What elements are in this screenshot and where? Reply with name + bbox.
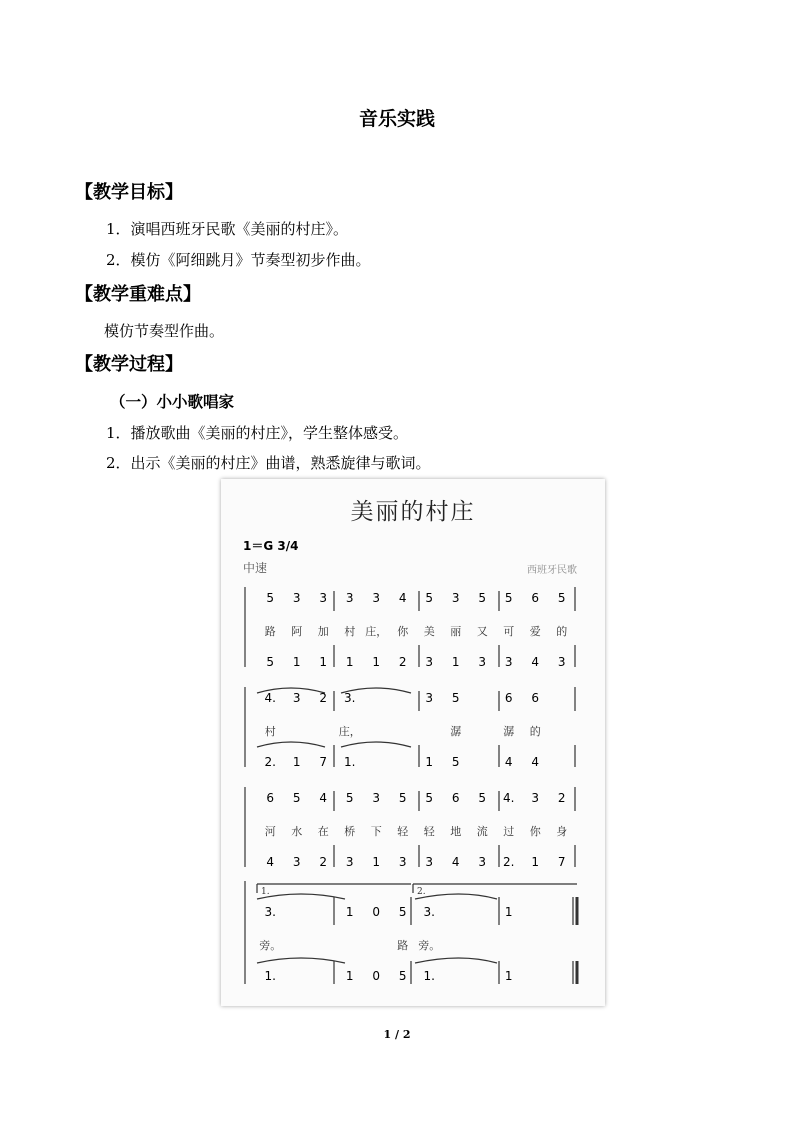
note: [522, 969, 549, 983]
lyric-char: 丽: [450, 625, 462, 638]
note: 3: [345, 855, 354, 869]
lyric-char: 在: [317, 825, 329, 838]
note: [469, 691, 496, 705]
note: 3: [372, 791, 381, 805]
lyric-char: [284, 937, 311, 953]
process-item-1: 1．播放歌曲《美丽的村庄》，学生整体感受。: [106, 424, 409, 442]
note: 3: [478, 655, 487, 669]
note: 6: [531, 591, 540, 605]
score-system-3-lyrics: [257, 823, 575, 839]
note: 3: [292, 855, 301, 869]
lyric-char: 河: [264, 825, 276, 838]
note: 6: [451, 791, 460, 805]
note: 1: [319, 655, 328, 669]
note: [390, 691, 417, 705]
note: [522, 905, 549, 919]
lyric-char: 庄，: [365, 625, 388, 638]
note: 5: [425, 591, 434, 605]
note: 6: [531, 691, 540, 705]
note: 5: [451, 755, 460, 769]
note: 1: [372, 855, 381, 869]
score-title: 美丽的村庄: [350, 499, 476, 525]
note: [310, 969, 337, 983]
note: 2.: [264, 755, 276, 769]
lyric-char: 村: [344, 625, 356, 638]
note: 4: [266, 855, 275, 869]
score-system-3-lower-notes: [257, 855, 575, 869]
note: 4: [504, 755, 513, 769]
lyric-char: 旁。: [418, 939, 441, 952]
score-tempo: 中速: [243, 561, 268, 575]
page-number: 1 / 2: [383, 1028, 411, 1041]
lyric-char: [522, 937, 549, 953]
note: 2: [398, 655, 407, 669]
note: 4: [398, 591, 407, 605]
note: 1: [504, 905, 513, 919]
note: 6: [504, 691, 513, 705]
score-staff-lines: [221, 479, 605, 1006]
score-system-2-upper-notes: [257, 691, 575, 705]
note: 2: [319, 691, 328, 705]
note: 3: [557, 655, 566, 669]
keypoints-heading: 【教学重难点】: [75, 284, 201, 305]
lyric-char: 阿: [291, 625, 303, 638]
lyric-char: [310, 723, 337, 739]
note: 1: [345, 969, 354, 983]
note: 1: [345, 905, 354, 919]
lyric-char: 你: [397, 625, 409, 638]
lyric-char: 路: [264, 625, 276, 638]
note: 5: [345, 791, 354, 805]
score-system-1-upper-notes: [257, 591, 575, 605]
lyric-char: [469, 723, 496, 739]
note: 5: [398, 905, 407, 919]
note: 1.: [423, 969, 435, 983]
note: 4: [451, 855, 460, 869]
lyric-char: 潺: [450, 725, 462, 738]
note: 3.: [264, 905, 276, 919]
note: 3: [372, 591, 381, 605]
note: 5: [478, 791, 487, 805]
note: 4: [319, 791, 328, 805]
score-system-4-upper-notes: [257, 905, 575, 919]
note: 4.: [264, 691, 276, 705]
process-heading: 【教学过程】: [75, 354, 183, 375]
note: [390, 755, 417, 769]
lyric-char: 水: [291, 825, 303, 838]
note: 2: [557, 791, 566, 805]
note: [469, 969, 496, 983]
note: 1: [292, 655, 301, 669]
note: 3: [292, 691, 301, 705]
note: 1.: [344, 755, 356, 769]
note: 3: [425, 691, 434, 705]
lyric-char: [549, 723, 576, 739]
score-system-4-lyrics: [257, 937, 575, 953]
volta-2: 2.: [417, 887, 426, 897]
lyric-char: [496, 937, 523, 953]
note: 3.: [344, 691, 356, 705]
note: 3: [425, 655, 434, 669]
lyric-char: [284, 723, 311, 739]
note: 3: [398, 855, 407, 869]
lyric-char: 路: [397, 939, 409, 952]
note: 7: [319, 755, 328, 769]
note: 5: [398, 969, 407, 983]
note: 5: [398, 791, 407, 805]
lyric-char: 过: [503, 825, 515, 838]
score-system-2-lower-notes: [257, 755, 575, 769]
goals-heading: 【教学目标】: [75, 182, 183, 203]
lyric-char: [363, 937, 390, 953]
note: [549, 969, 576, 983]
lyric-char: 桥: [344, 825, 356, 838]
lyric-char: 的: [556, 625, 568, 638]
lyric-char: 轻: [397, 825, 409, 838]
note: 3: [531, 791, 540, 805]
lyric-char: 爱: [529, 625, 541, 638]
note: [469, 755, 496, 769]
note: 5: [504, 591, 513, 605]
note: 4: [531, 655, 540, 669]
note: 4: [531, 755, 540, 769]
lyric-char: 地: [450, 825, 462, 838]
note: 5: [451, 691, 460, 705]
lyric-char: 下: [370, 825, 382, 838]
note: 3: [478, 855, 487, 869]
lyric-char: [310, 937, 337, 953]
lyric-char: 又: [476, 625, 488, 638]
lyric-char: 潺: [503, 725, 515, 738]
note: [284, 969, 311, 983]
process-item-2: 2．出示《美丽的村庄》曲谱，熟悉旋律与歌词。: [106, 454, 431, 472]
note: 3: [451, 591, 460, 605]
score-system-1-lower-notes: [257, 655, 575, 669]
lyric-char: 轻: [423, 825, 435, 838]
lyric-char: 村: [264, 725, 276, 738]
note: 1: [372, 655, 381, 669]
note: [443, 969, 470, 983]
note: 1: [292, 755, 301, 769]
note: 3.: [423, 905, 435, 919]
note: 1: [531, 855, 540, 869]
note: 5: [557, 591, 566, 605]
note: [549, 691, 576, 705]
lyric-char: 你: [529, 825, 541, 838]
note: [363, 691, 390, 705]
score-origin: 西班牙民歌: [527, 565, 577, 576]
score-system-4-lower-notes: [257, 969, 575, 983]
lyric-char: 庄，: [338, 725, 361, 738]
lyric-char: 的: [529, 725, 541, 738]
note: 1.: [264, 969, 276, 983]
note: [469, 905, 496, 919]
process-subheading: （一）小小歌唱家: [110, 392, 235, 411]
note: 3: [292, 591, 301, 605]
keypoints-text: 模仿节奏型作曲。: [104, 322, 225, 340]
goal-item-1: 1．演唱西班牙民歌《美丽的村庄》。: [106, 220, 349, 238]
lyric-char: [416, 723, 443, 739]
note: 3: [425, 855, 434, 869]
lyric-char: 旁。: [259, 939, 282, 952]
score-system-2-lyrics: [257, 723, 575, 739]
note: 0: [372, 969, 381, 983]
note: 5: [266, 591, 275, 605]
volta-1: 1.: [261, 887, 270, 897]
score-key: 1＝G 3/4: [243, 539, 299, 553]
note: 2.: [503, 855, 515, 869]
note: 3: [319, 591, 328, 605]
note: 5: [425, 791, 434, 805]
note: [310, 905, 337, 919]
note: 1: [451, 655, 460, 669]
note: [443, 905, 470, 919]
note: 4.: [503, 791, 515, 805]
lyric-char: [390, 723, 417, 739]
score-image: [221, 479, 605, 1006]
lyric-char: [337, 937, 364, 953]
lyric-char: 流: [476, 825, 488, 838]
page-title: 音乐实践: [358, 108, 435, 130]
note: 0: [372, 905, 381, 919]
note: 1: [425, 755, 434, 769]
lyric-char: [443, 937, 470, 953]
note: 3: [504, 655, 513, 669]
lyric-char: [363, 723, 390, 739]
lyric-char: 加: [317, 625, 329, 638]
score-system-3-upper-notes: [257, 791, 575, 805]
note: [549, 905, 576, 919]
note: [363, 755, 390, 769]
lyric-char: 可: [503, 625, 515, 638]
lyric-char: [469, 937, 496, 953]
goal-item-2: 2．模仿《阿细跳月》节奏型初步作曲。: [106, 251, 371, 269]
note: 7: [557, 855, 566, 869]
note: [284, 905, 311, 919]
note: 5: [266, 655, 275, 669]
lyric-char: [549, 937, 576, 953]
lyric-char: 身: [556, 825, 568, 838]
lyric-char: 美: [423, 625, 435, 638]
note: 5: [292, 791, 301, 805]
note: [549, 755, 576, 769]
note: 2: [319, 855, 328, 869]
note: 6: [266, 791, 275, 805]
note: 1: [345, 655, 354, 669]
note: 3: [345, 591, 354, 605]
note: 5: [478, 591, 487, 605]
note: 1: [504, 969, 513, 983]
score-system-1-lyrics: [257, 623, 575, 639]
